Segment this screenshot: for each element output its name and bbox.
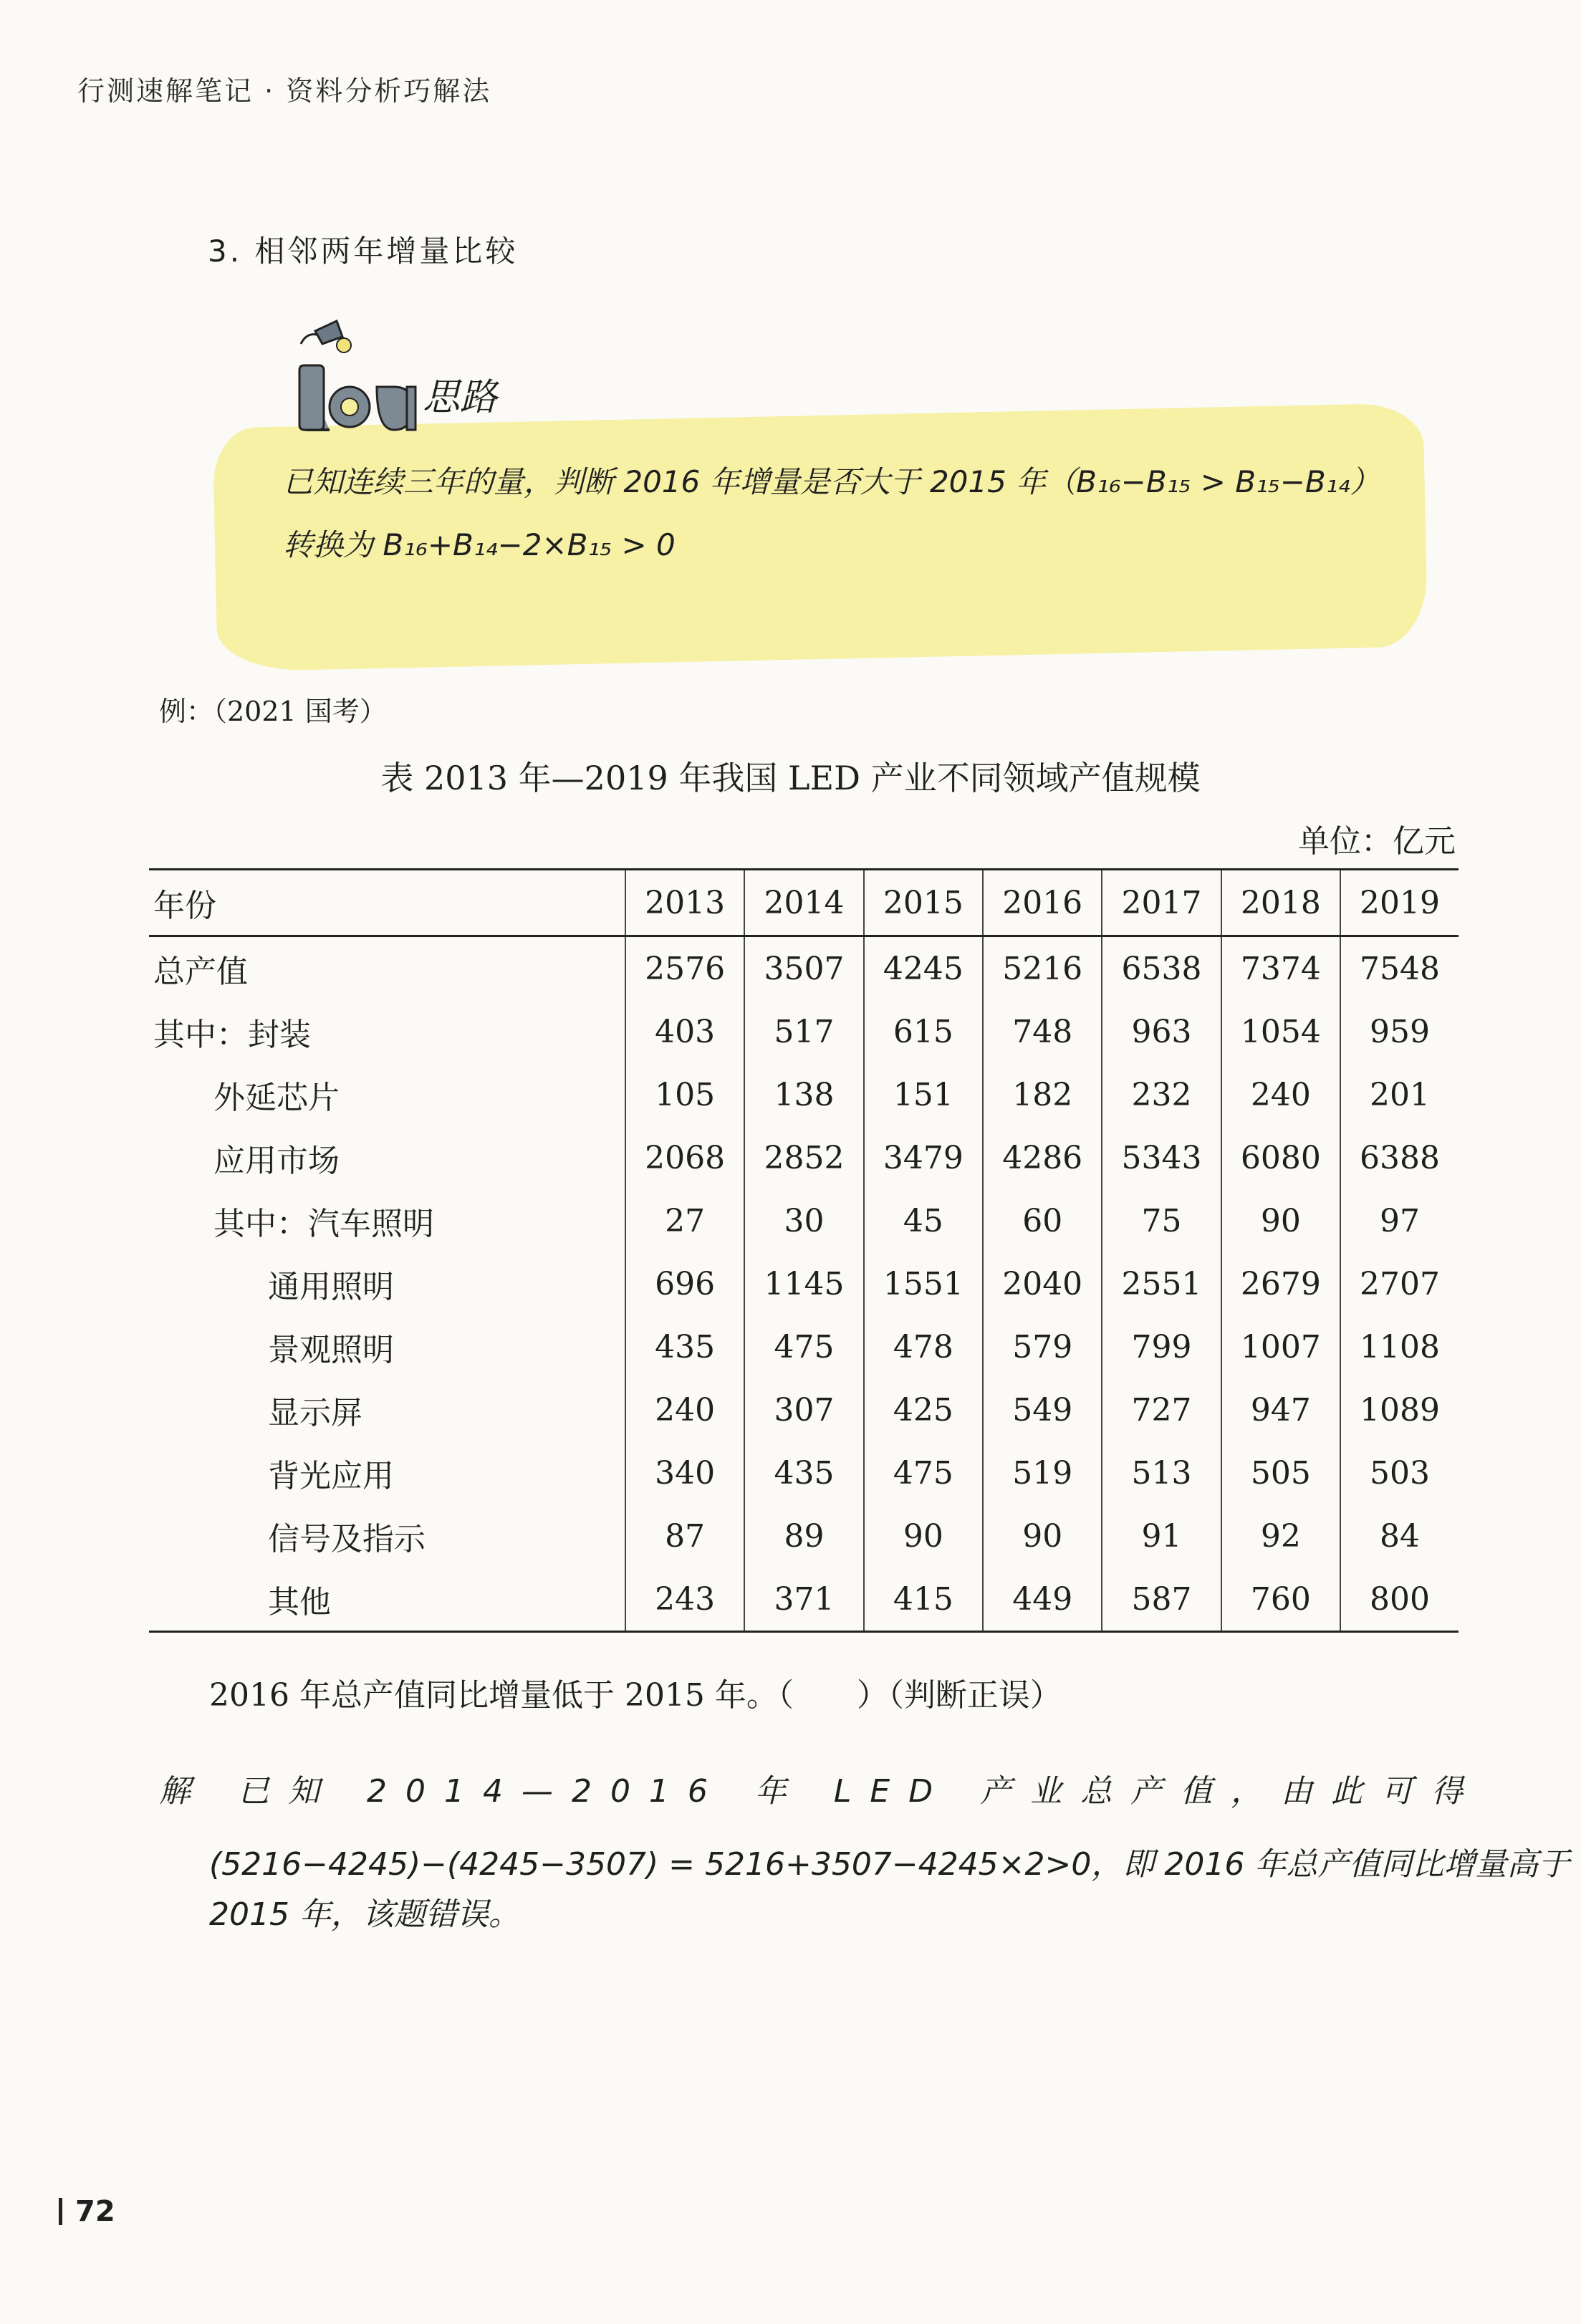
table-cell: 963 bbox=[1102, 1000, 1221, 1063]
table-cell: 201 bbox=[1340, 1063, 1459, 1126]
row-label: 外延芯片 bbox=[213, 1080, 340, 1116]
solution-line-1: 解 已知 2014—2016 年 LED 产业总产值，由此可得 bbox=[159, 1773, 1482, 1810]
lamp-icon bbox=[287, 315, 544, 444]
header-cell: 2018 bbox=[1221, 870, 1340, 936]
row-label: 背光应用 bbox=[268, 1458, 394, 1494]
row-label: 其他 bbox=[268, 1584, 331, 1620]
thinking-line-1: 已知连续三年的量，判断 2016 年增量是否大于 2015 年（B₁₆−B₁₅ > B₁₅−B₁₄） bbox=[283, 464, 1380, 499]
table-cell: 1054 bbox=[1221, 1000, 1340, 1063]
table-cell: 4245 bbox=[864, 936, 983, 1001]
header-cell: 2015 bbox=[864, 870, 983, 936]
row-label: 显示屏 bbox=[268, 1395, 362, 1431]
table-cell: 2679 bbox=[1221, 1252, 1340, 1315]
table-cell: 340 bbox=[625, 1441, 744, 1504]
table-cell: 696 bbox=[625, 1252, 744, 1315]
table-cell: 138 bbox=[744, 1063, 863, 1126]
row-label: 通用照明 bbox=[268, 1269, 394, 1305]
table-cell: 6080 bbox=[1221, 1126, 1340, 1189]
example-label: 例：（2021 国考） bbox=[159, 696, 387, 727]
table-cell: 727 bbox=[1102, 1378, 1221, 1441]
row-label: 应用市场 bbox=[213, 1143, 340, 1179]
row-label: 景观照明 bbox=[268, 1332, 394, 1368]
table-row bbox=[149, 1441, 1459, 1504]
table-row bbox=[149, 1252, 1459, 1315]
table-cell: 91 bbox=[1102, 1504, 1221, 1567]
table-cell: 475 bbox=[744, 1315, 863, 1378]
table-row bbox=[149, 1567, 1459, 1632]
table-cell: 503 bbox=[1340, 1441, 1459, 1504]
table-title: 表 2013 年—2019 年我国 LED 产业不同领域产值规模 bbox=[380, 759, 1201, 797]
table-cell: 415 bbox=[864, 1567, 983, 1632]
data-table bbox=[149, 868, 1459, 1633]
table-cell: 4286 bbox=[983, 1126, 1102, 1189]
page-number: 72 bbox=[59, 2195, 115, 2228]
table-cell: 517 bbox=[744, 1000, 863, 1063]
table-cell: 1089 bbox=[1340, 1378, 1459, 1441]
table-cell: 6388 bbox=[1340, 1126, 1459, 1189]
table-cell: 60 bbox=[983, 1189, 1102, 1252]
solution-line-2: (5216−4245)−(4245−3507) = 5216+3507−4245×2>0，即 2016 年总产值同比增量高于 bbox=[209, 1846, 1570, 1883]
thinking-line-2: 转换为 B₁₆+B₁₄−2×B₁₅ > 0 bbox=[283, 527, 676, 562]
table-cell: 748 bbox=[983, 1000, 1102, 1063]
table-cell: 90 bbox=[983, 1504, 1102, 1567]
table-cell: 30 bbox=[744, 1189, 863, 1252]
table-row bbox=[149, 1315, 1459, 1378]
table-cell: 3479 bbox=[864, 1126, 983, 1189]
table-cell: 105 bbox=[625, 1063, 744, 1126]
table-cell: 5343 bbox=[1102, 1126, 1221, 1189]
question-text: 2016 年总产值同比增量低于 2015 年。（ ）（判断正误） bbox=[209, 1677, 1062, 1714]
table-cell: 425 bbox=[864, 1378, 983, 1441]
table-cell: 243 bbox=[625, 1567, 744, 1632]
table-cell: 2551 bbox=[1102, 1252, 1221, 1315]
table-cell: 449 bbox=[983, 1567, 1102, 1632]
table-cell: 478 bbox=[864, 1315, 983, 1378]
table-unit: 单位：亿元 bbox=[1298, 823, 1456, 860]
table-cell: 240 bbox=[625, 1378, 744, 1441]
table-cell: 799 bbox=[1102, 1315, 1221, 1378]
table-cell: 7374 bbox=[1221, 936, 1340, 1001]
table-cell: 84 bbox=[1340, 1504, 1459, 1567]
header-cell: 2019 bbox=[1340, 870, 1459, 936]
table-cell: 549 bbox=[983, 1378, 1102, 1441]
table-row bbox=[149, 1000, 1459, 1063]
table-cell: 27 bbox=[625, 1189, 744, 1252]
table-cell: 435 bbox=[625, 1315, 744, 1378]
table-cell: 2852 bbox=[744, 1126, 863, 1189]
table-cell: 513 bbox=[1102, 1441, 1221, 1504]
table-header-row bbox=[149, 870, 1459, 936]
row-label: 其中：封装 bbox=[153, 1017, 311, 1053]
table-cell: 371 bbox=[744, 1567, 863, 1632]
table-cell: 1007 bbox=[1221, 1315, 1340, 1378]
section-title: 3. 相邻两年增量比较 bbox=[208, 234, 519, 269]
table-cell: 947 bbox=[1221, 1378, 1340, 1441]
table-cell: 519 bbox=[983, 1441, 1102, 1504]
table-cell: 587 bbox=[1102, 1567, 1221, 1632]
table-cell: 7548 bbox=[1340, 936, 1459, 1001]
header-cell: 2016 bbox=[983, 870, 1102, 936]
table-cell: 800 bbox=[1340, 1567, 1459, 1632]
table-cell: 579 bbox=[983, 1315, 1102, 1378]
running-header: 行测速解笔记 · 资料分析巧解法 bbox=[77, 75, 492, 107]
table-cell: 75 bbox=[1102, 1189, 1221, 1252]
table-cell: 1551 bbox=[864, 1252, 983, 1315]
row-label: 总产值 bbox=[153, 954, 248, 990]
table-cell: 2040 bbox=[983, 1252, 1102, 1315]
table-cell: 1108 bbox=[1340, 1315, 1459, 1378]
solution-line-3: 2015 年，该题错误。 bbox=[209, 1896, 520, 1933]
table-cell: 475 bbox=[864, 1441, 983, 1504]
table-cell: 5216 bbox=[983, 936, 1102, 1001]
table-cell: 435 bbox=[744, 1441, 863, 1504]
table-cell: 307 bbox=[744, 1378, 863, 1441]
header-cell: 2013 bbox=[625, 870, 744, 936]
table-row bbox=[149, 1063, 1459, 1126]
table-row bbox=[149, 1504, 1459, 1567]
thinking-badge bbox=[287, 315, 544, 444]
table-cell: 232 bbox=[1102, 1063, 1221, 1126]
header-cell: 2014 bbox=[744, 870, 863, 936]
table-cell: 1145 bbox=[744, 1252, 863, 1315]
table-cell: 240 bbox=[1221, 1063, 1340, 1126]
table-cell: 2576 bbox=[625, 936, 744, 1001]
header-cell: 2017 bbox=[1102, 870, 1221, 936]
table-row bbox=[149, 1126, 1459, 1189]
table-cell: 3507 bbox=[744, 936, 863, 1001]
row-label: 其中：汽车照明 bbox=[213, 1206, 434, 1242]
table-cell: 97 bbox=[1340, 1189, 1459, 1252]
header-cell: 年份 bbox=[153, 888, 216, 924]
table-cell: 403 bbox=[625, 1000, 744, 1063]
table-cell: 959 bbox=[1340, 1000, 1459, 1063]
table-cell: 6538 bbox=[1102, 936, 1221, 1001]
table-cell: 182 bbox=[983, 1063, 1102, 1126]
table-cell: 90 bbox=[1221, 1189, 1340, 1252]
row-label: 信号及指示 bbox=[268, 1521, 426, 1557]
table-cell: 2068 bbox=[625, 1126, 744, 1189]
table-cell: 87 bbox=[625, 1504, 744, 1567]
table-cell: 90 bbox=[864, 1504, 983, 1567]
table-cell: 45 bbox=[864, 1189, 983, 1252]
table-cell: 615 bbox=[864, 1000, 983, 1063]
table-row bbox=[149, 1378, 1459, 1441]
table-cell: 505 bbox=[1221, 1441, 1340, 1504]
table-cell: 2707 bbox=[1340, 1252, 1459, 1315]
thinking-badge-label: 思路 bbox=[423, 376, 498, 419]
table-cell: 89 bbox=[744, 1504, 863, 1567]
table-cell: 92 bbox=[1221, 1504, 1340, 1567]
table-row bbox=[149, 1189, 1459, 1252]
table-row bbox=[149, 936, 1459, 1001]
table-cell: 760 bbox=[1221, 1567, 1340, 1632]
table-cell: 151 bbox=[864, 1063, 983, 1126]
